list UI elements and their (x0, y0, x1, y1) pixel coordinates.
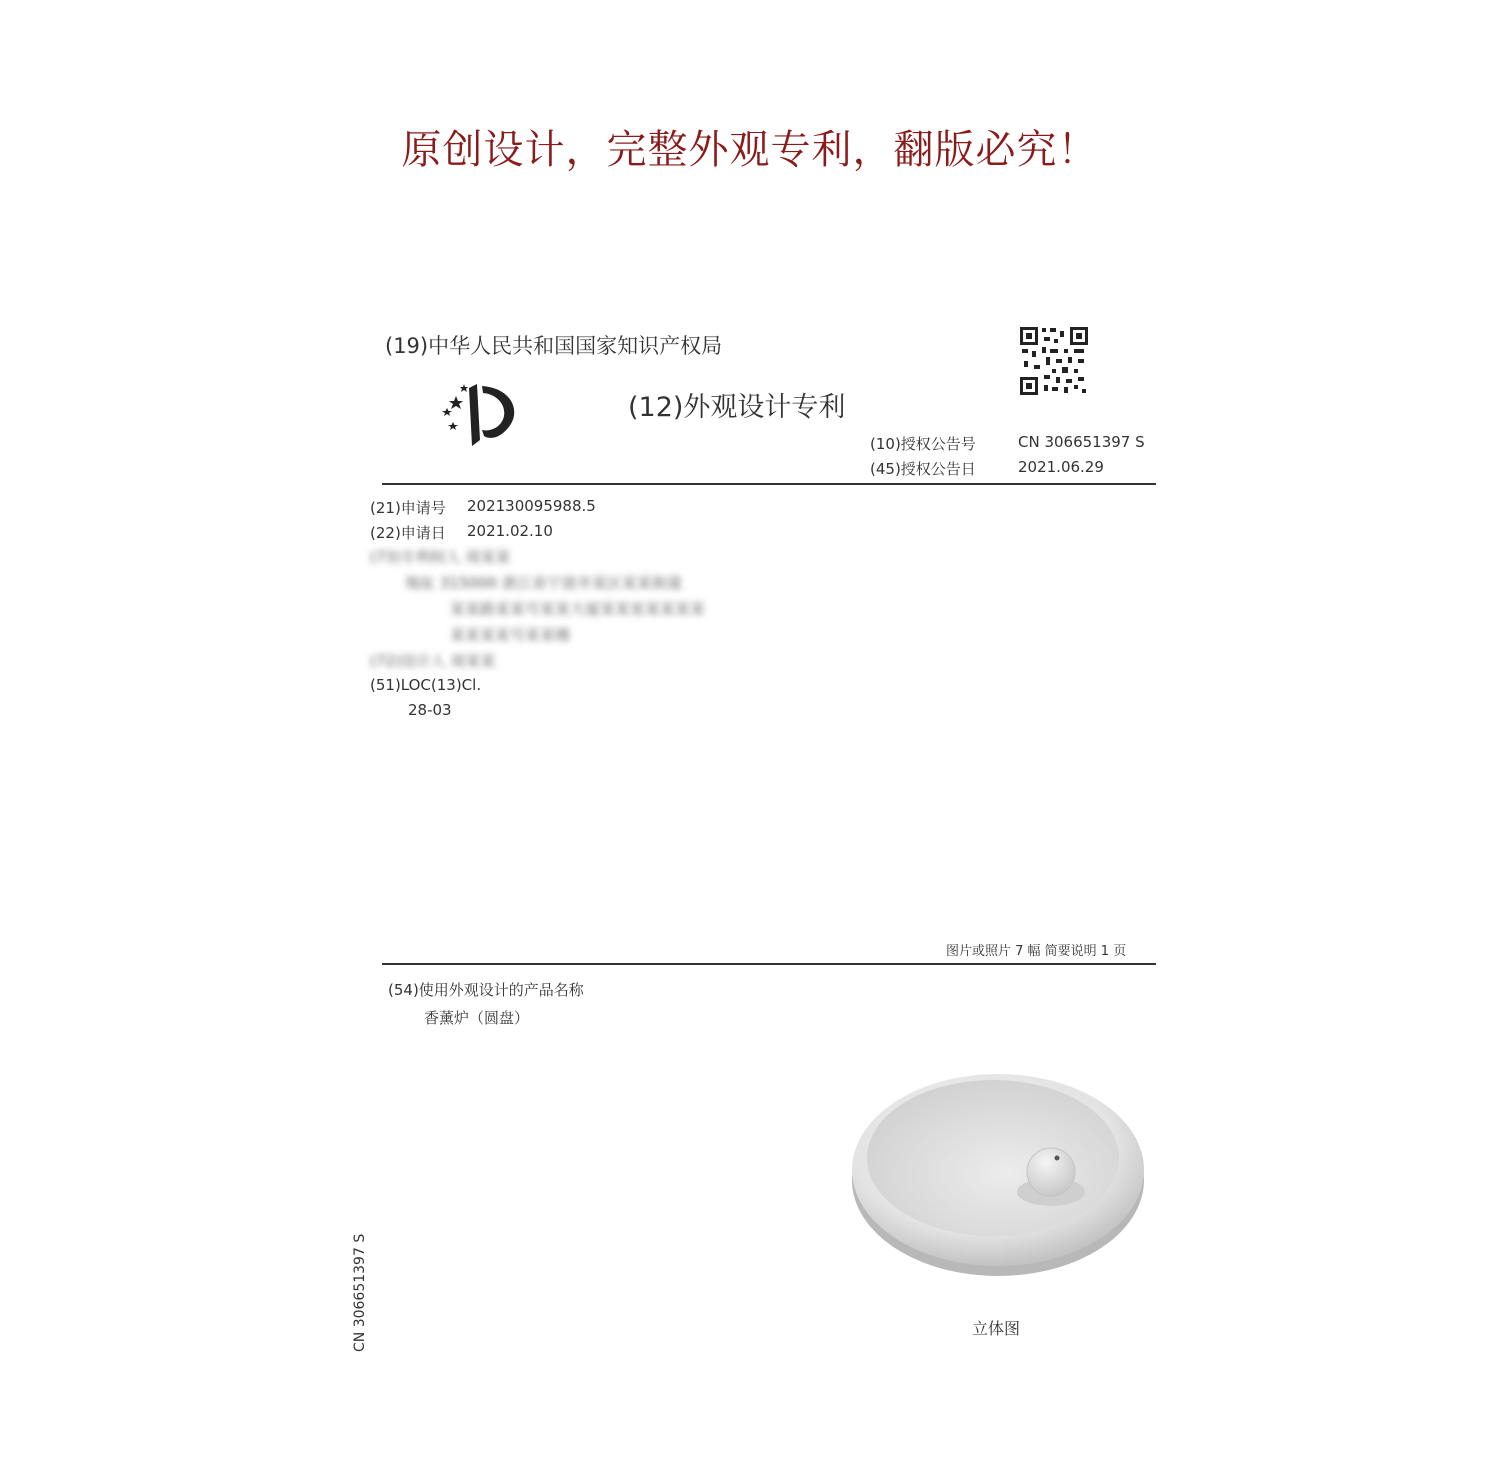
loc-classification-label: (51)LOC(13)Cl. (370, 676, 482, 694)
section-divider (382, 963, 1156, 965)
publication-date-value: 2021.06.29 (1018, 458, 1104, 476)
application-number-label: (21)申请号 (370, 499, 446, 517)
application-number-value: 202130095988.5 (467, 497, 596, 515)
issuing-office: (19)中华人民共和国国家知识产权局 (385, 334, 723, 358)
product-name-label: (54)使用外观设计的产品名称 (388, 981, 584, 999)
page-count-summary: 图片或照片 7 幅 简要说明 1 页 (946, 944, 1127, 959)
application-date-label: (22)申请日 (370, 524, 446, 542)
product-photo (845, 1030, 1155, 1290)
qr-code-icon (1018, 325, 1090, 397)
header-divider (382, 483, 1156, 485)
cnipa-emblem-icon (436, 378, 526, 450)
publication-date-label: (45)授权公告日 (870, 460, 976, 478)
product-name-value: 香薰炉（圆盘） (424, 1009, 530, 1027)
publication-number-value: CN 306651397 S (1018, 433, 1145, 451)
redacted-designer: (72)设计人 周某某 (370, 652, 496, 670)
redacted-address-line-1: 地址 315000 浙江省宁波市某区某某街道 (405, 574, 682, 592)
loc-classification-value: 28-03 (408, 701, 452, 719)
redacted-address-line-3: 某某某某号某某楼 (450, 626, 571, 644)
publication-number-label: (10)授权公告号 (870, 435, 976, 453)
view-caption: 立体图 (972, 1319, 1021, 1338)
application-date-value: 2021.02.10 (467, 522, 553, 540)
redacted-address-line-2: 某某路某某号某某大厦某某室某某某某 (450, 600, 706, 618)
redacted-patentee: (73)专利权人 周某某 (370, 548, 511, 566)
banner-slogan: 原创设计，完整外观专利，翻版必究！ (401, 127, 1099, 173)
document-type-title: (12)外观设计专利 (628, 392, 846, 423)
side-patent-number: CN 306651397 S (352, 1233, 368, 1352)
